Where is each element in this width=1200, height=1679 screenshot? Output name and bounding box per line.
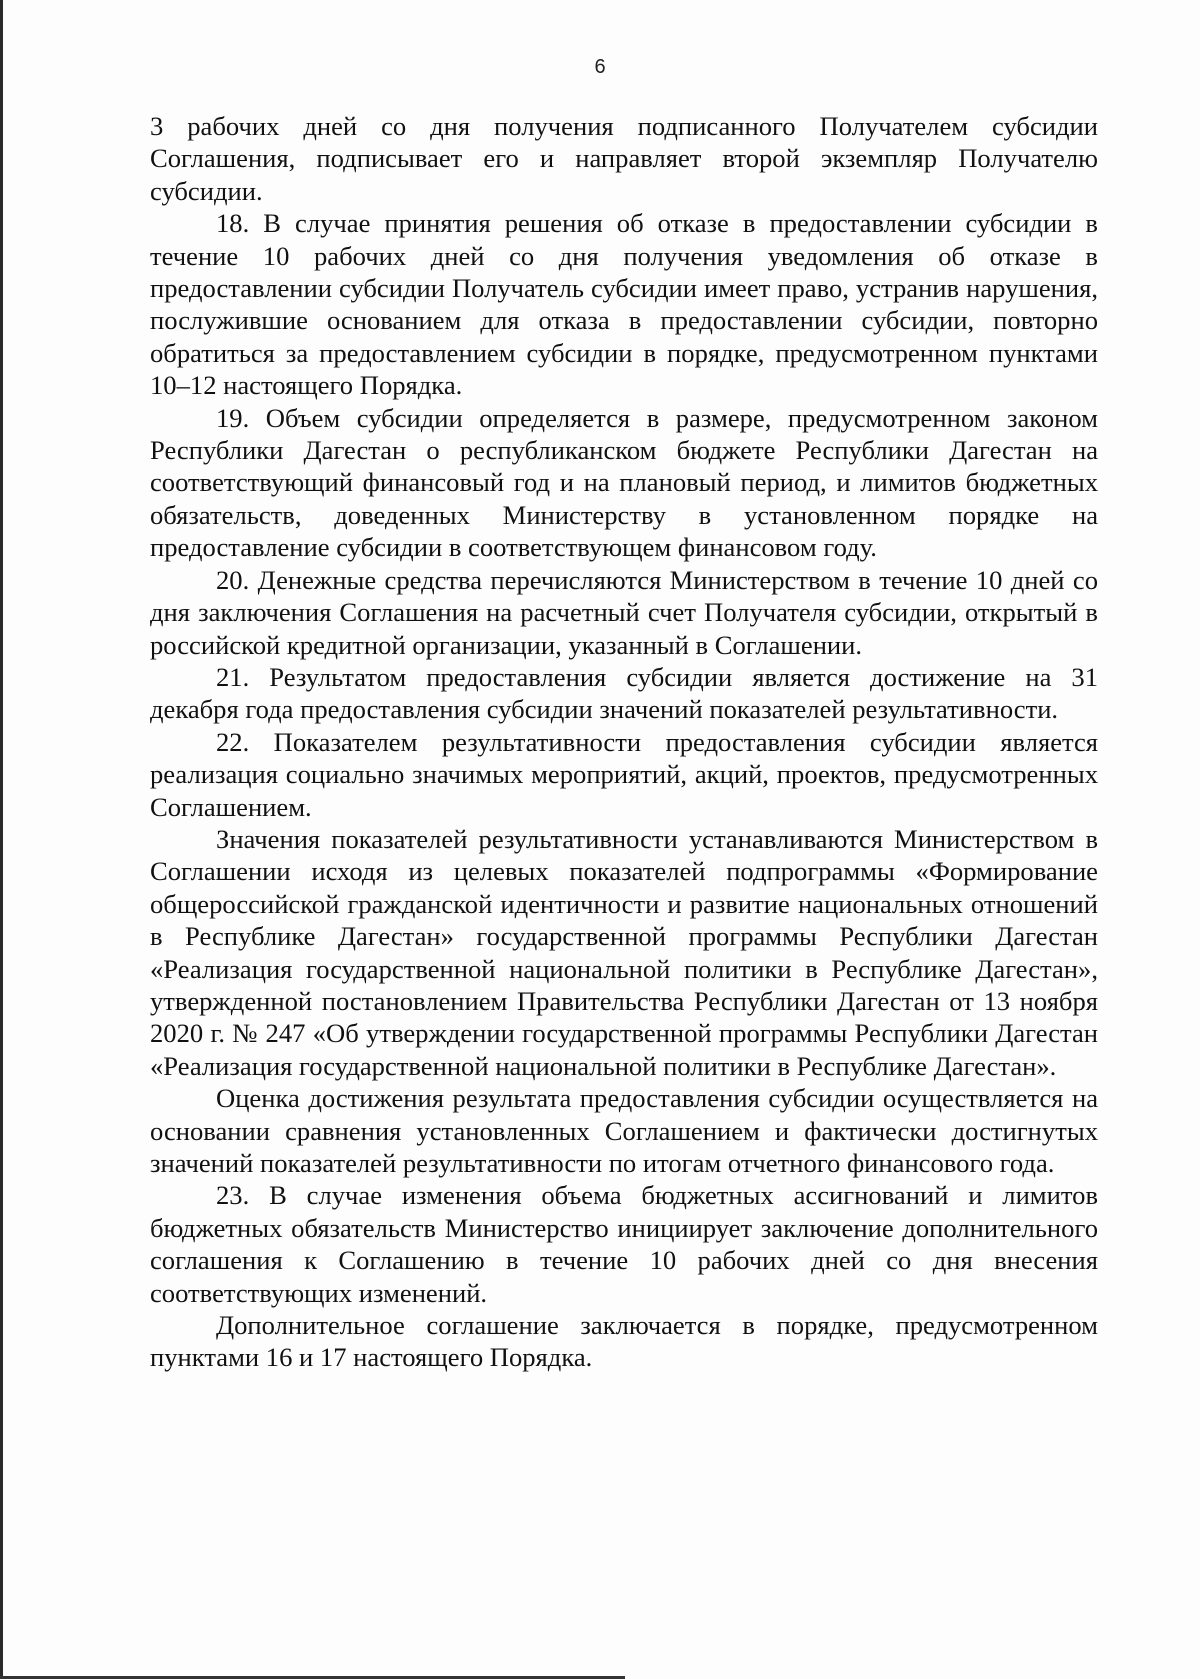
paragraph-22: 22. Показателем результативности предоставления субсидии является реализация социально значимых мероприятий, акций, проектов, предусмотренных Соглашением. — [150, 726, 1098, 822]
page-number: 6 — [594, 56, 606, 78]
paragraph-evaluation: Оценка достижения результата предоставления субсидии осуществляется на основании сравнения установленных Соглашением и фактически достигнутых значений показателей результативности по итогам отчетного финансового года. — [150, 1083, 1098, 1178]
paragraph-indicator-values: Значения показателей результативности устанавливаются Министерством в Соглашении исходя из целевых показателей подпрограммы «Формирование общероссийской гражданской идентичности и развитие национальных отношений в Республике Дагестан» государственной программы Республики Дагестан «Реализация государственной национальной политики в Республике Дагестан», утвержденной постановлением Правительства Республики Дагестан от 13 ноября 2020 г. № 247 «Об утверждении государственной программы Республики Дагестан «Реализация государственной национальной политики в Республике Дагестан». — [150, 823, 1098, 1081]
document-body — [150, 110, 1098, 1374]
paragraph-18: 18. В случае принятия решения об отказе в предоставлении субсидии в течение 10 рабочих дней со дня получения уведомления об отказе в предоставлении субсидии Получатель субсидии имеет право, устранив нарушения, послужившие основанием для отказа в предоставлении субсидии, повторно обратиться за предоставлением субсидии в порядке, предусмотренном пунктами 10–12 настоящего Порядка. — [150, 208, 1098, 401]
paragraph-20: 20. Денежные средства перечисляются Министерством в течение 10 дней со дня заключения Соглашения на расчетный счет Получателя субсидии, открытый в российской кредитной организации, указанный в Соглашении. — [150, 564, 1098, 660]
paragraph-19: 19. Объем субсидии определяется в размере, предусмотренном законом Республики Дагестан о республиканском бюджете Республики Дагестан на соответствующий финансовый год и на плановый период, и лимитов бюджетных обязательств, доведенных Министерству в установленном порядке на предоставление субсидии в соответствующем финансовом году. — [150, 402, 1098, 563]
paragraph-21: 21. Результатом предоставления субсидии является достижение на 31 декабря года предоставления субсидии значений показателей результативности. — [150, 661, 1098, 725]
paragraph-23: 23. В случае изменения объема бюджетных ассигнований и лимитов бюджетных обязательств Министерство инициирует заключение дополнительного соглашения к Соглашению в течение 10 рабочих дней со дня внесения соответствующих изменений. — [150, 1180, 1098, 1308]
scan-left-edge — [0, 0, 3, 1679]
paragraph-additional-agreement: Дополнительное соглашение заключается в порядке, предусмотренном пунктами 16 и 17 настоящего Порядка. — [150, 1310, 1098, 1373]
paragraph-continuation: 3 рабочих дней со дня получения подписанного Получателем субсидии Соглашения, подписывает его и направляет второй экземпляр Получателю субсидии. — [150, 111, 1098, 206]
